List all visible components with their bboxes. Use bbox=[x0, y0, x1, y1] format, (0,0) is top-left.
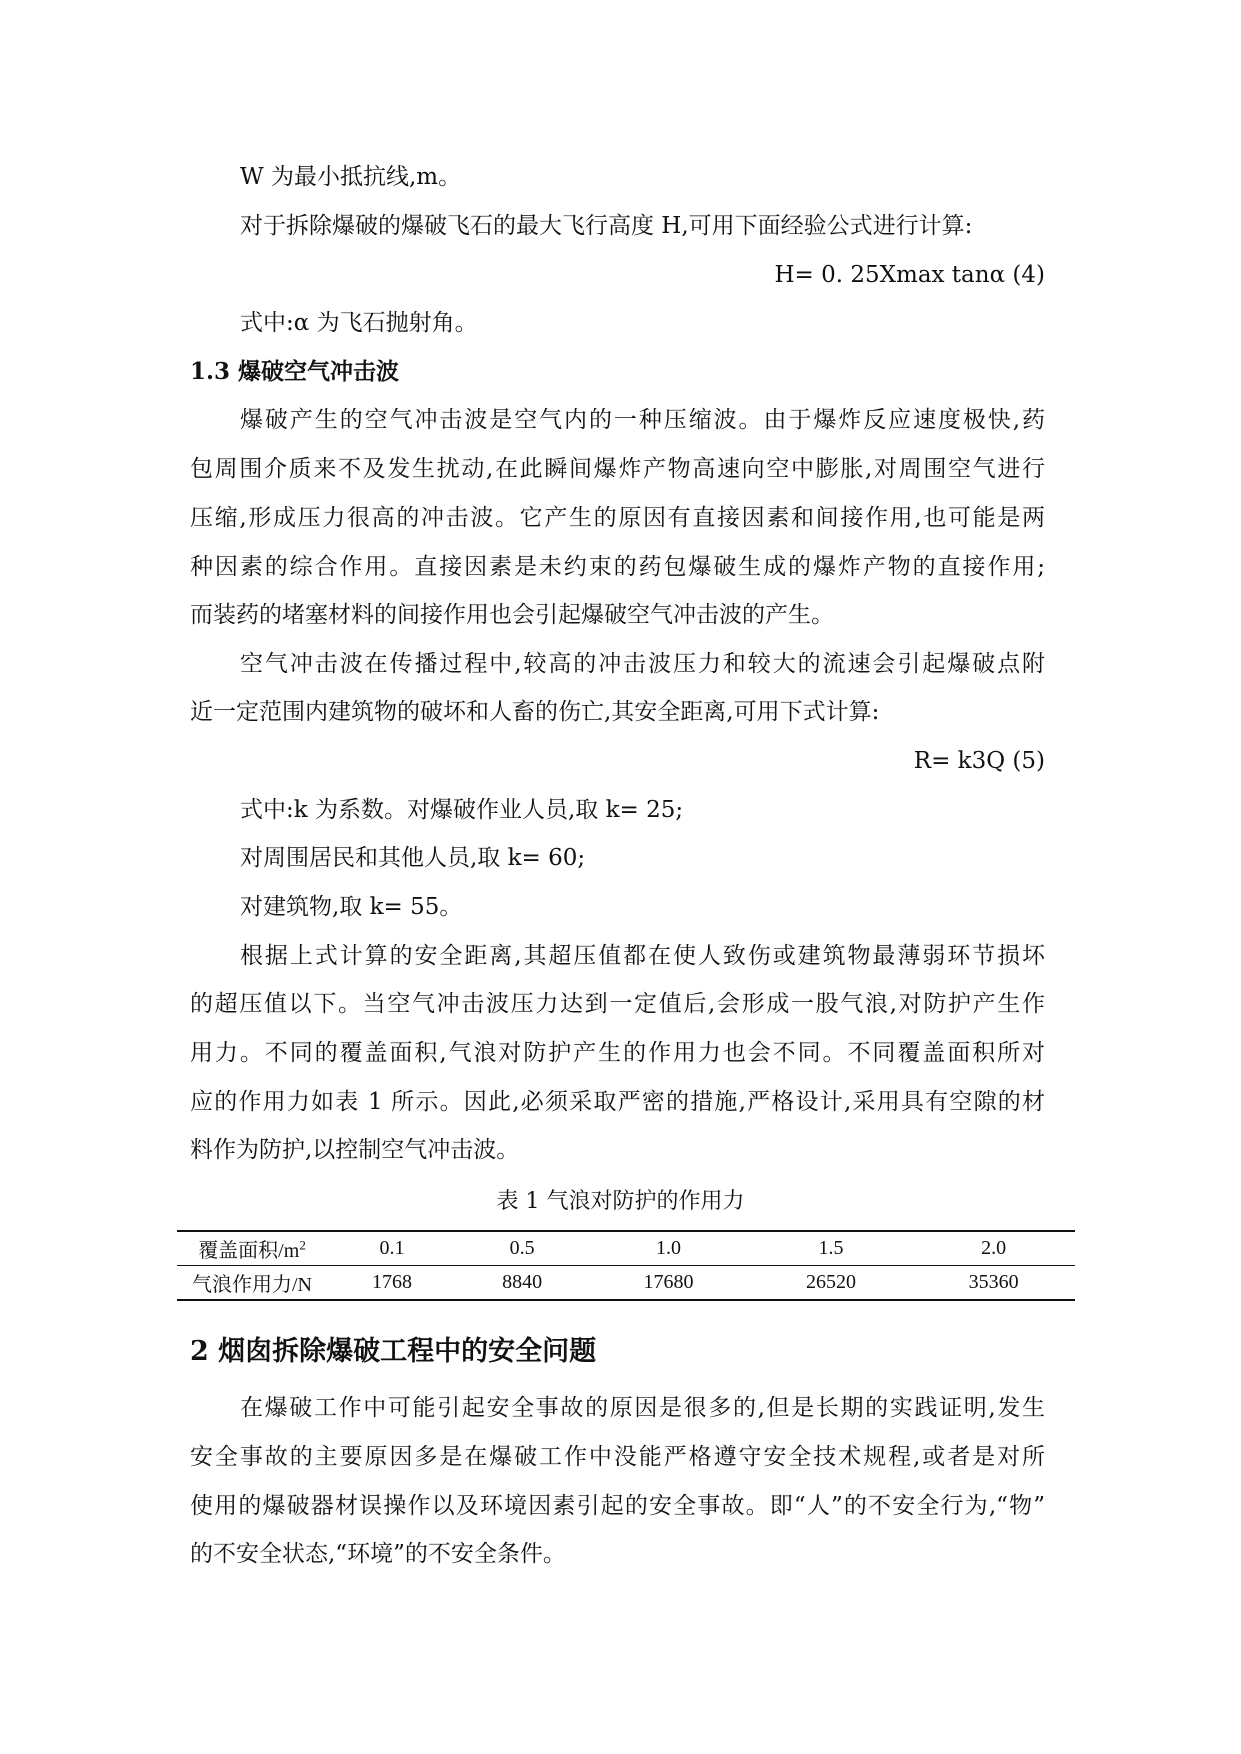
formula-5: R= k3Q (5) bbox=[913, 748, 1045, 774]
table-cell: 1.0 bbox=[587, 1231, 750, 1266]
text-line: 对周围居民和其他人员,取 k= 60; bbox=[240, 845, 586, 871]
table-cell: 26520 bbox=[750, 1266, 913, 1301]
text-line: 式中:k 为系数。对爆破作业人员,取 k= 25; bbox=[240, 797, 684, 823]
paragraph-line: 用力。不同的覆盖面积,气浪对防护产生的作用力也会不同。不同覆盖面积所对 bbox=[190, 1040, 1045, 1066]
table-cell: 0.1 bbox=[327, 1231, 457, 1266]
table-cell: 17680 bbox=[587, 1266, 750, 1301]
paragraph-line: 根据上式计算的安全距离,其超压值都在使人致伤或建筑物最薄弱环节损坏 bbox=[240, 943, 1045, 969]
paragraph-line: 种因素的综合作用。直接因素是未约束的药包爆破生成的爆炸产物的直接作用; bbox=[190, 554, 1045, 580]
paragraph-line: 而装药的堵塞材料的间接作用也会引起爆破空气冲击波的产生。 bbox=[190, 602, 834, 628]
table-cell: 2.0 bbox=[912, 1231, 1075, 1266]
table-cell: 8840 bbox=[457, 1266, 587, 1301]
formula-4: H= 0. 25Xmax tanα (4) bbox=[774, 262, 1045, 288]
table-cell: 0.5 bbox=[457, 1231, 587, 1266]
paragraph-line: 在爆破工作中可能引起安全事故的原因是很多的,但是长期的实践证明,发生 bbox=[240, 1395, 1045, 1421]
table-row bbox=[177, 1231, 1075, 1266]
paragraph-line: 包周围介质来不及发生扰动,在此瞬间爆炸产物高速向空中膨胀,对周围空气进行 bbox=[190, 456, 1045, 482]
paragraph-line: 使用的爆破器材误操作以及环境因素引起的安全事故。即“人”的不安全行为,“物” bbox=[190, 1493, 1045, 1519]
section-heading-2: 2 烟囱拆除爆破工程中的安全问题 bbox=[190, 1336, 597, 1367]
table-row-label: 气浪作用力/N bbox=[177, 1266, 327, 1301]
paragraph-line: 料作为防护,以控制空气冲击波。 bbox=[190, 1137, 520, 1163]
paragraph-line: 应的作用力如表 1 所示。因此,必须采取严密的措施,严格设计,采用具有空隙的材 bbox=[190, 1089, 1045, 1115]
paragraph-line: 的超压值以下。当空气冲击波压力达到一定值后,会形成一股气浪,对防护产生作 bbox=[190, 991, 1045, 1017]
paragraph-line: 空气冲击波在传播过程中,较高的冲击波压力和较大的流速会引起爆破点附 bbox=[240, 651, 1045, 677]
paragraph-line: 安全事故的主要原因多是在爆破工作中没能严格遵守安全技术规程,或者是对所 bbox=[190, 1444, 1045, 1470]
text-line: 式中:α 为飞石抛射角。 bbox=[240, 310, 478, 336]
table-cell: 35360 bbox=[912, 1266, 1075, 1301]
table-cell: 1768 bbox=[327, 1266, 457, 1301]
text-line: W 为最小抵抗线,m。 bbox=[240, 164, 462, 190]
text-line: 对建筑物,取 k= 55。 bbox=[240, 894, 463, 920]
table-row-label: 覆盖面积$/m^2$ bbox=[177, 1231, 327, 1266]
table-cell: 1.5 bbox=[750, 1231, 913, 1266]
table-caption: 表 1 气浪对防护的作用力 bbox=[496, 1189, 745, 1214]
paragraph-line: 的不安全状态,“环境”的不安全条件。 bbox=[190, 1541, 566, 1567]
text-line: 对于拆除爆破的爆破飞石的最大飞行高度 H,可用下面经验公式进行计算: bbox=[240, 213, 973, 239]
table-row bbox=[177, 1266, 1075, 1301]
paragraph-line: 压缩,形成压力很高的冲击波。它产生的原因有直接因素和间接作用,也可能是两 bbox=[190, 505, 1045, 531]
data-table bbox=[177, 1230, 1075, 1301]
paragraph-line: 近一定范围内建筑物的破坏和人畜的伤亡,其安全距离,可用下式计算: bbox=[190, 699, 880, 725]
paragraph-line: 爆破产生的空气冲击波是空气内的一种压缩波。由于爆炸反应速度极快,药 bbox=[240, 407, 1045, 433]
section-heading-1-3: 1.3 爆破空气冲击波 bbox=[190, 358, 400, 385]
